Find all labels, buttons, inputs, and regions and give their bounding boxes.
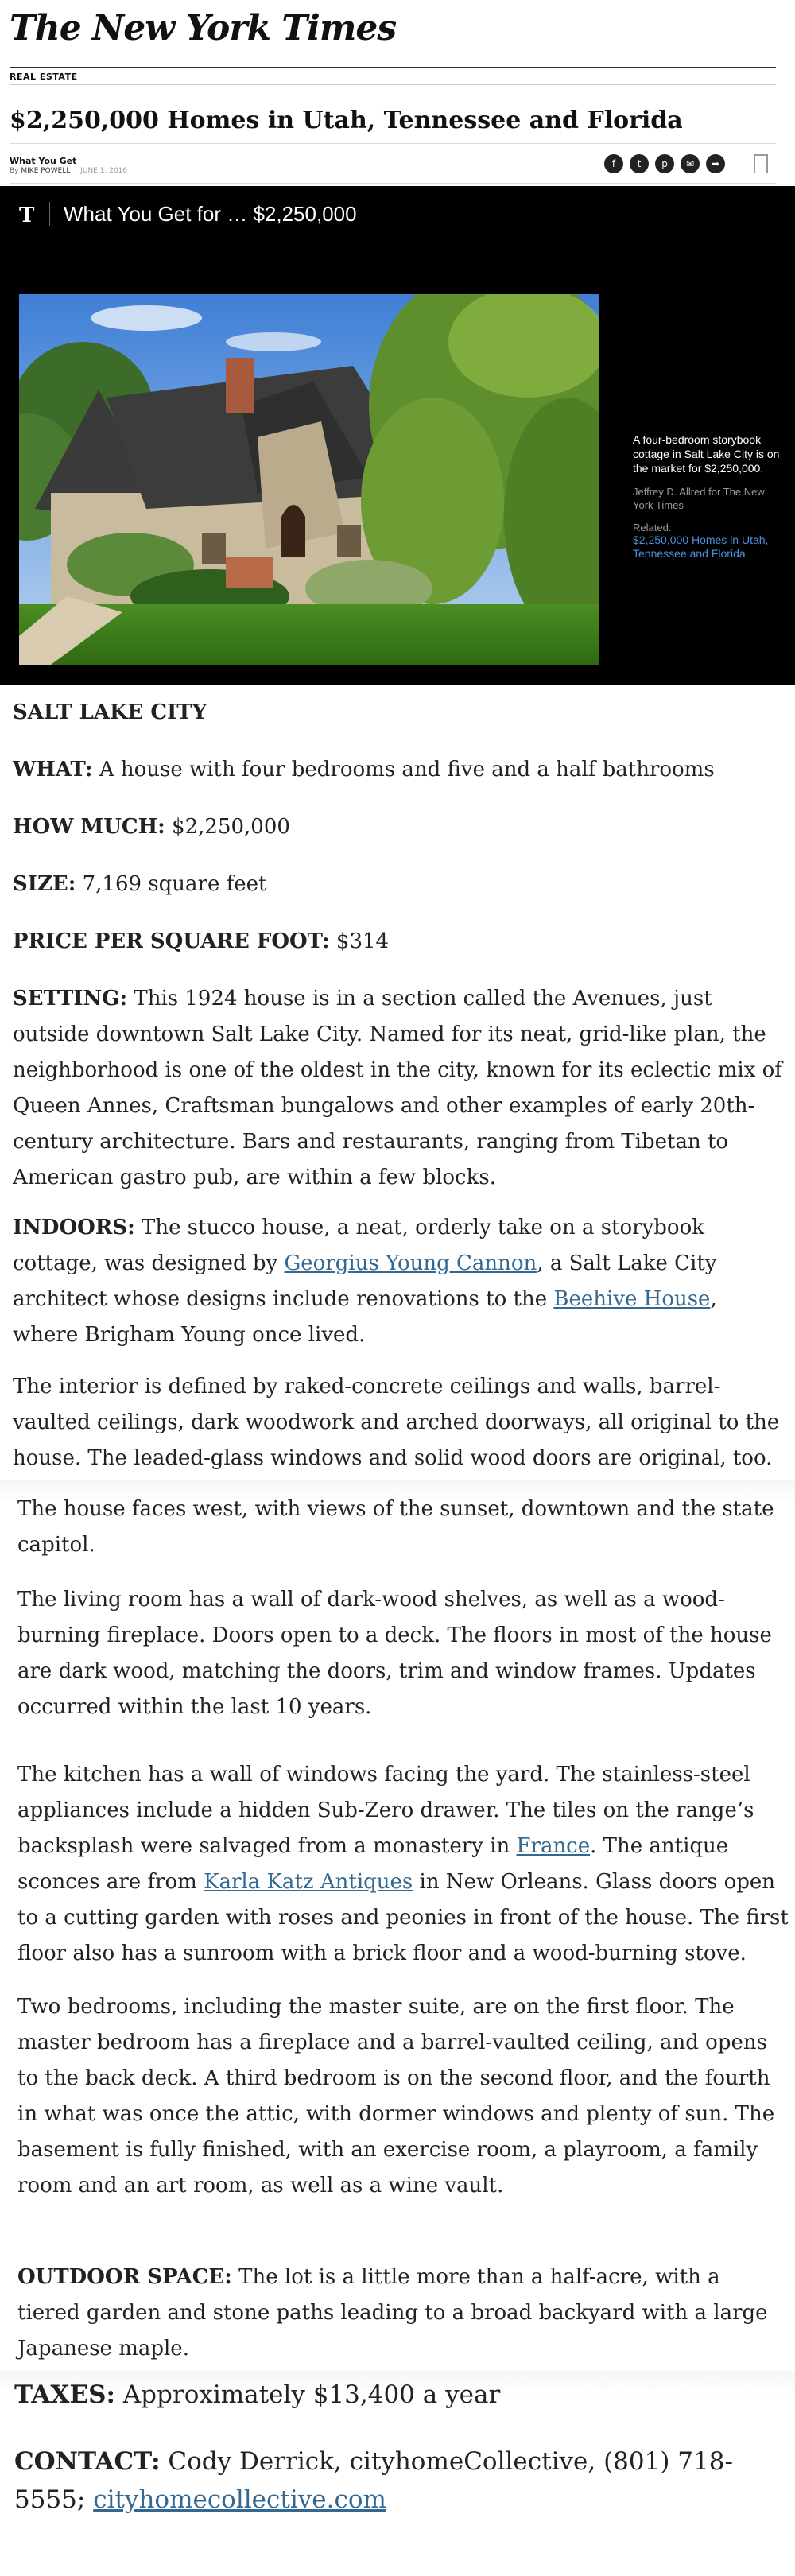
publish-date: JUNE 1, 2016 [80, 167, 128, 175]
outdoor-label: OUTDOOR SPACE: [17, 2265, 232, 2289]
t-logo-icon[interactable]: T [19, 204, 35, 227]
headline-divider [10, 143, 776, 144]
byline-divider [10, 183, 776, 184]
page-title: $2,250,000 Homes in Utah, Tennessee and Florida [10, 107, 683, 134]
howmuch-label: HOW MUCH: [13, 815, 165, 839]
bedrooms-paragraph: Two bedrooms, including the master suite, are on the first floor. The master bedroom has a fireplace and a barrel-vaulted ceiling, and opens to the back deck. A third bedroom is on the second floor, and the fourth in what was once the attic, with dormer windows and plenty of sun. The basement is fully finished, with an exercise room, a playroom, a family room and an art room, as well as a wine vault. [17, 1995, 775, 2198]
section-divider [10, 84, 776, 85]
share-icon[interactable]: ➦ [706, 154, 725, 173]
what-paragraph: WHAT: A house with four bedrooms and five and a half bathrooms [13, 758, 715, 782]
ppsf-paragraph: PRICE PER SQUARE FOOT: $314 [13, 929, 390, 953]
slideshow-title: What You Get for … $2,250,000 [64, 202, 357, 226]
byline-prefix: By [10, 167, 19, 175]
masthead-rule [10, 67, 776, 68]
indoors-paragraph: INDOORS: The stucco house, a neat, orderly take on a storybook cottage, was designed by Georgius Young Cannon, a Salt Lake City architect whose designs include renovations to the Beehive House, where Brigham Young once lived. [13, 1216, 717, 1347]
contact-website-link[interactable]: cityhomecollective.com [93, 2485, 386, 2514]
byline [10, 167, 127, 175]
bookmark-icon[interactable] [754, 154, 768, 173]
city-heading: SALT LAKE CITY [13, 700, 207, 724]
kitchen-paragraph: The kitchen has a wall of windows facing the yard. The stainless-steel appliances include a hidden Sub-Zero drawer. The tiles on the range’s backsplash were salvaged from a monastery in France. The antique sconces are from Karla Katz Antiques in New Orleans. Glass doors open to a cutting garden with roses and peonies in front of the house. The first floor also has a sunroom with a brick floor and a wood-burning stove. [17, 1763, 789, 1965]
taxes-paragraph: TAXES: Approximately $13,400 a year [14, 2380, 501, 2409]
photo-caption [633, 433, 784, 561]
share-tools [604, 154, 725, 173]
size-label: SIZE: [13, 872, 76, 896]
related-label: Related: [633, 522, 672, 533]
caption-text: A four-bedroom storybook cottage in Salt Lake City is on the market for $2,250,000. [633, 433, 780, 475]
ppsf-label: PRICE PER SQUARE FOOT: [13, 929, 330, 953]
france-link[interactable]: France [516, 1834, 591, 1858]
setting-paragraph: SETTING: This 1924 house is in a section called the Avenues, just outside downtown Salt Lake City. Named for its neat, grid-like plan, the neighborhood is one of the oldest in the city, known for its eclectic mix of Queen Annes, Craftsman bungalows and other examples of early 20th-century architecture. Bars and restaurants, ranging from Tibetan to American gastro pub, are within a few blocks. [13, 987, 782, 1189]
faces-paragraph: The house faces west, with views of the sunset, downtown and the state capitol. [17, 1497, 774, 1557]
email-icon[interactable]: ✉ [681, 154, 700, 173]
setting-label: SETTING: [13, 987, 128, 1011]
section-label[interactable]: REAL ESTATE [10, 72, 78, 82]
what-label: WHAT: [13, 758, 93, 782]
taxes-label: TAXES: [14, 2380, 115, 2409]
size-paragraph: SIZE: 7,169 square feet [13, 872, 267, 896]
pinterest-icon[interactable]: p [655, 154, 674, 173]
outdoor-paragraph: OUTDOOR SPACE: The lot is a little more than a half-acre, with a tiered garden and stone paths leading to a broad backyard with a large Japanese maple. [17, 2265, 768, 2361]
georgius-cannon-link[interactable]: Georgius Young Cannon [284, 1251, 537, 1275]
slideshow[interactable] [0, 186, 795, 685]
kicker[interactable]: What You Get [10, 156, 77, 166]
slideshow-divider [49, 202, 50, 226]
house-photo[interactable] [19, 294, 599, 665]
howmuch-paragraph: HOW MUCH: $2,250,000 [13, 815, 290, 839]
masthead [0, 0, 795, 68]
contact-paragraph: CONTACT: Cody Derrick, cityhomeCollective, (801) 718-5555; cityhomecollective.com [14, 2447, 733, 2514]
contact-label: CONTACT: [14, 2447, 161, 2476]
indoors-label: INDOORS: [13, 1216, 135, 1240]
nyt-logo[interactable]: The New York Times [10, 8, 397, 48]
related-link[interactable]: $2,250,000 Homes in Utah, Tennessee and Florida [633, 533, 769, 560]
living-paragraph: The living room has a wall of dark-wood shelves, as well as a wood-burning fireplace. Doors open to a deck. The floors in most of the house are dark wood, matching the doors, trim and window frames. Updates occurred within the last 10 years. [17, 1588, 772, 1719]
beehive-house-link[interactable]: Beehive House [553, 1287, 711, 1311]
author-link[interactable]: MIKE POWELL [21, 167, 71, 175]
twitter-icon[interactable]: t [630, 154, 649, 173]
interior-paragraph: The interior is defined by raked-concrete ceilings and walls, barrel-vaulted ceilings, dark woodwork and arched doorways, all original to the house. The leaded-glass windows and solid wood doors are original, too. [13, 1375, 780, 1470]
karla-katz-link[interactable]: Karla Katz Antiques [204, 1870, 413, 1894]
facebook-icon[interactable]: f [604, 154, 623, 173]
photo-credit: Jeffrey D. Allred for The New York Times [633, 486, 765, 511]
